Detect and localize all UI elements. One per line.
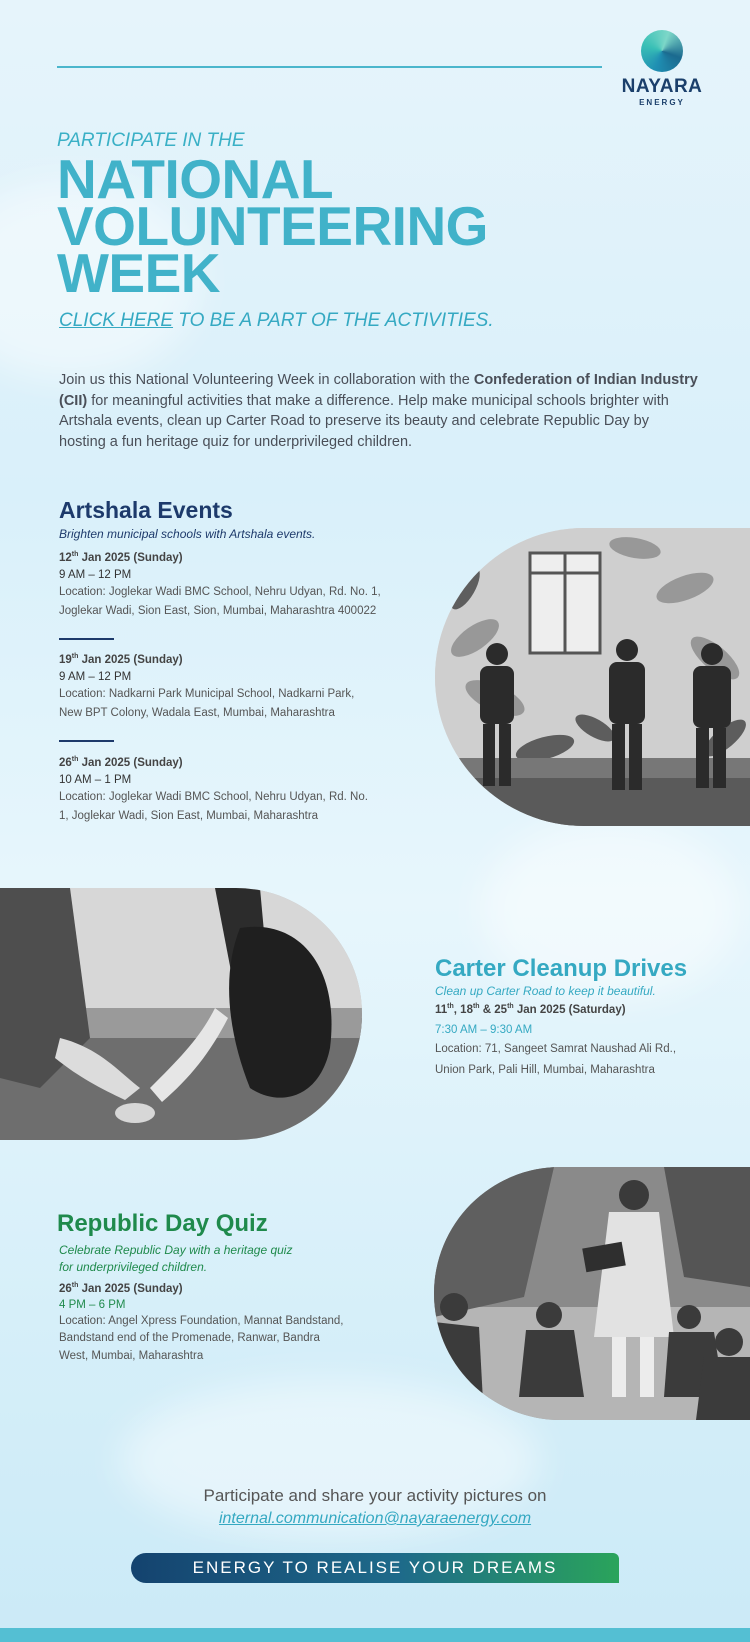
quiz-event	[59, 1282, 389, 1365]
title-line: VOLUNTEERING	[57, 195, 488, 257]
carter-title: Carter Cleanup Drives	[435, 955, 688, 982]
artshala-title: Artshala Events	[59, 497, 233, 523]
title-line: NATIONAL	[57, 148, 334, 210]
intro-paragraph	[59, 370, 699, 452]
artshala-photo	[435, 528, 750, 826]
artshala-event	[59, 551, 429, 621]
header-rule	[57, 66, 602, 68]
event-date: 12th Jan 2025 (Sunday)	[59, 551, 183, 564]
intro-bold: Confederation of Indian Industry (CII)	[59, 372, 698, 409]
carter-subtitle: Clean up Carter Road to keep it beautiful.	[435, 984, 656, 998]
event-time: 9 AM – 12 PM	[59, 568, 132, 581]
event-divider	[59, 638, 114, 640]
cta-line	[59, 310, 494, 332]
event-location: Location: Angel Xpress Foundation, Mannat Bandstand, Bandstand end of the Promenade, Ranwar, Bandra West, Mumbai, Maharashtra	[59, 1314, 344, 1362]
event-time: 10 AM – 1 PM	[59, 773, 132, 786]
event-location: Location: Nadkarni Park Municipal School, Nadkarni Park, New BPT Colony, Wadala East, Mumbai, Maharashtra	[59, 687, 355, 719]
footer-text: Participate and share your activity pictures on	[203, 1486, 547, 1505]
tagline-banner: ENERGY TO REALISE YOUR DREAMS	[131, 1553, 619, 1583]
event-date: 26th Jan 2025 (Sunday)	[59, 756, 183, 769]
email-link[interactable]: internal.communication@nayaraenergy.com	[218, 1510, 532, 1527]
page-title	[57, 148, 488, 304]
event-date: 19th Jan 2025 (Sunday)	[59, 653, 183, 666]
nayara-logo-icon	[641, 30, 683, 72]
event-date: 11th, 18th & 25th Jan 2025 (Saturday)	[435, 1003, 626, 1016]
event-time: 7:30 AM – 9:30 AM	[435, 1023, 533, 1036]
event-divider	[59, 740, 114, 742]
pre-title: PARTICIPATE IN THE	[57, 130, 245, 151]
quiz-subtitle: Celebrate Republic Day with a heritage quiz for underprivileged children.	[59, 1243, 293, 1274]
artshala-event	[59, 756, 429, 826]
intro-text: Join us this National Volunteering Week in collaboration with the	[59, 372, 474, 388]
nayara-logo[interactable]	[612, 30, 712, 107]
footer-email	[0, 1510, 750, 1528]
event-location: Location: 71, Sangeet Samrat Naushad Ali Rd., Union Park, Pali Hill, Mumbai, Maharashtra	[435, 1042, 677, 1076]
click-here-link[interactable]: CLICK HERE	[59, 310, 174, 331]
artshala-event	[59, 653, 429, 723]
carter-event	[435, 1003, 735, 1081]
intro-text: for meaningful activities that make a difference. Help make municipal schools brighter with Artshala events, clean up Carter Road to preserve its beauty and celebrate Republic Day by hosting a fun heritage quiz for underprivileged children.	[59, 392, 669, 450]
event-time: 4 PM – 6 PM	[59, 1298, 126, 1311]
event-date: 26th Jan 2025 (Sunday)	[59, 1282, 183, 1295]
logo-name: NAYARA	[621, 76, 703, 97]
title-line: WEEK	[57, 242, 220, 304]
cta-rest: TO BE A PART OF THE ACTIVITIES.	[173, 310, 494, 331]
logo-sub: ENERGY	[639, 98, 685, 107]
artshala-subtitle: Brighten municipal schools with Artshala events.	[59, 527, 316, 541]
event-time: 9 AM – 12 PM	[59, 670, 132, 683]
event-location: Location: Joglekar Wadi BMC School, Nehru Udyan, Rd. No. 1, Joglekar Wadi, Sion East, Mumbai, Maharashtra	[59, 790, 368, 822]
event-location: Location: Joglekar Wadi BMC School, Nehru Udyan, Rd. No. 1, Joglekar Wadi, Sion East, Sion, Mumbai, Maharashtra 400022	[59, 585, 381, 617]
quiz-title: Republic Day Quiz	[57, 1210, 268, 1237]
bottom-bar	[0, 1628, 750, 1642]
carter-cleanup-photo	[0, 888, 362, 1140]
quiz-photo	[434, 1167, 750, 1420]
